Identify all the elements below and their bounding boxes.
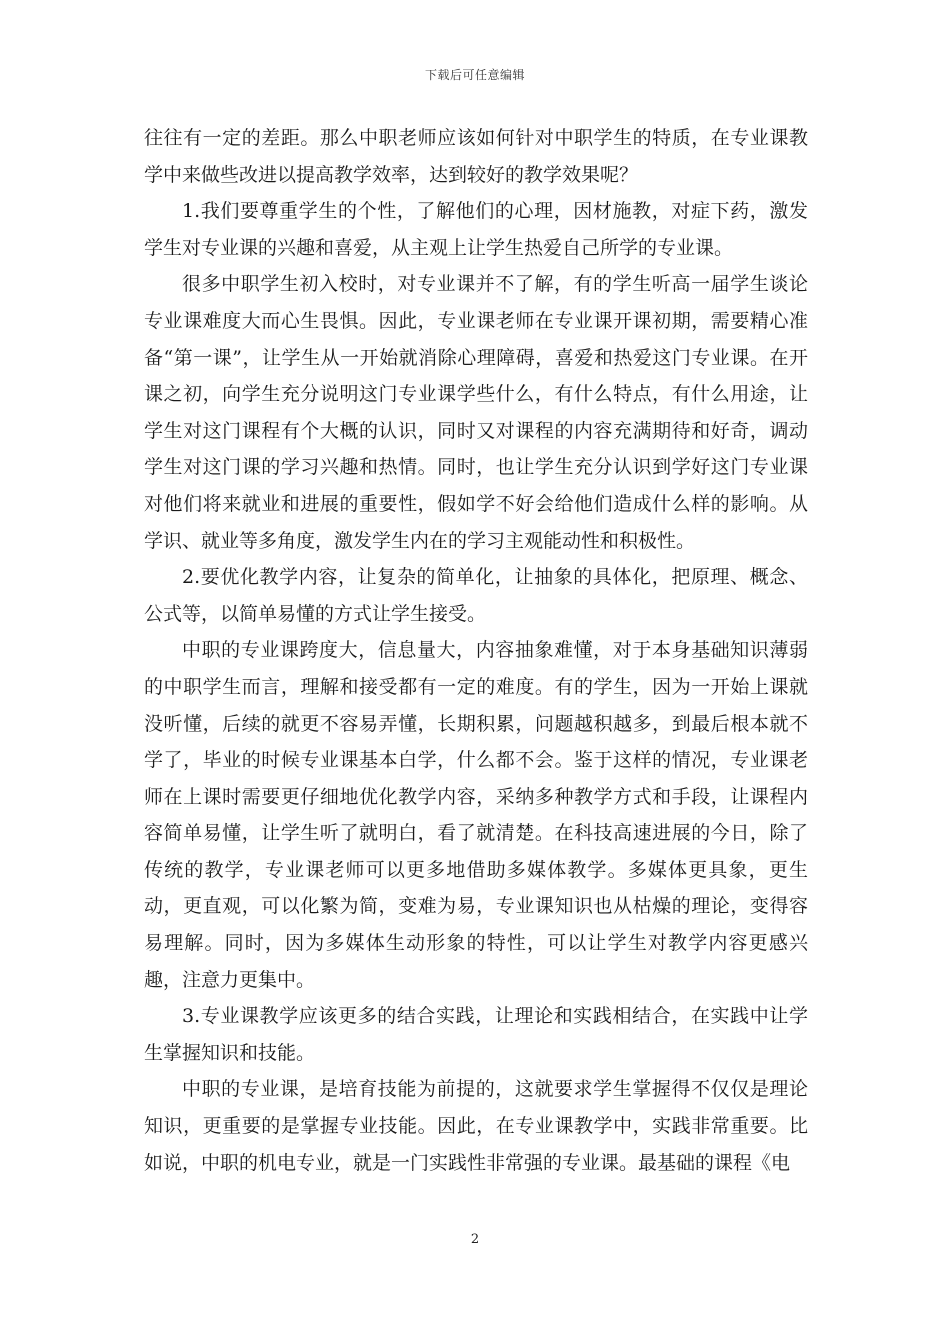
paragraph-continuation: 往往有一定的差距。那么中职老师应该如何针对中职学生的特质，在专业课教学中来做些改进以提高教学效率，达到较好的教学效果呢？ — [144, 127, 808, 186]
page-number: 2 — [470, 1232, 480, 1247]
paragraph-body: 中职的专业课跨度大，信息量大，内容抽象难懂，对于本身基础知识薄弱的中职学生而言，理解和接受都有一定的难度。有的学生，因为一开始上课就没听懂，后续的就更不容易弄懂，长期积累，问题越积越多，到最后根本就不学了，毕业的时候专业课基本白学，什么都不会。鉴于这样的情况，专业课老师在上课时需要更仔细地优化教学内容，采纳多种教学方式和手段，让课程内容简单易懂，让学生听了就明白，看了就清楚。在科技高速进展的今日，除了传统的教学，专业课老师可以更多地借助多媒体教学。多媒体更具象，更生动，更直观，可以化繁为简，变难为易，专业课知识也从枯燥的理论，变得容易理解。同时，因为多媒体生动形象的特性，可以让学生对教学内容更感兴趣，注意力更集中。 — [144, 639, 808, 991]
paragraph-point-3: 3.专业课教学应该更多的结合实践，让理论和实践相结合，在实践中让学生掌握知识和技能。 — [144, 1005, 808, 1064]
paragraph-point-1: 1.我们要尊重学生的个性，了解他们的心理，因材施教，对症下药，激发学生对专业课的兴趣和喜爱，从主观上让学生热爱自己所学的专业课。 — [144, 200, 808, 259]
paragraph-body: 中职的专业课，是培育技能为前提的，这就要求学生掌握得不仅仅是理论知识，更重要的是掌握专业技能。因此，在专业课教学中，实践非常重要。比如说，中职的机电专业，就是一门实践性非常强的专业课。最基础的课程《电 — [144, 1078, 808, 1174]
paragraph-body: 很多中职学生初入校时，对专业课并不了解，有的学生听高一届学生谈论专业课难度大而心生畏惧。因此，专业课老师在专业课开课初期，需要精心准备“第一课”，让学生从一开始就消除心理障碍，喜爱和热爱这门专业课。在开课之初，向学生充分说明这门专业课学些什么，有什么特点，有什么用途，让学生对这门课程有个大概的认识，同时又对课程的内容充满期待和好奇，调动学生对这门课的学习兴趣和热情。同时，也让学生充分认识到学好这门专业课对他们将来就业和进展的重要性，假如学不好会给他们造成什么样的影响。从学识、就业等多角度，激发学生内在的学习主观能动性和积极性。 — [144, 273, 808, 552]
paragraph-point-2: 2.要优化教学内容，让复杂的简单化，让抽象的具体化，把原理、概念、公式等，以简单易懂的方式让学生接受。 — [144, 566, 808, 625]
page-header: 下载后可任意编辑 — [424, 68, 525, 82]
document-body — [144, 120, 808, 1181]
